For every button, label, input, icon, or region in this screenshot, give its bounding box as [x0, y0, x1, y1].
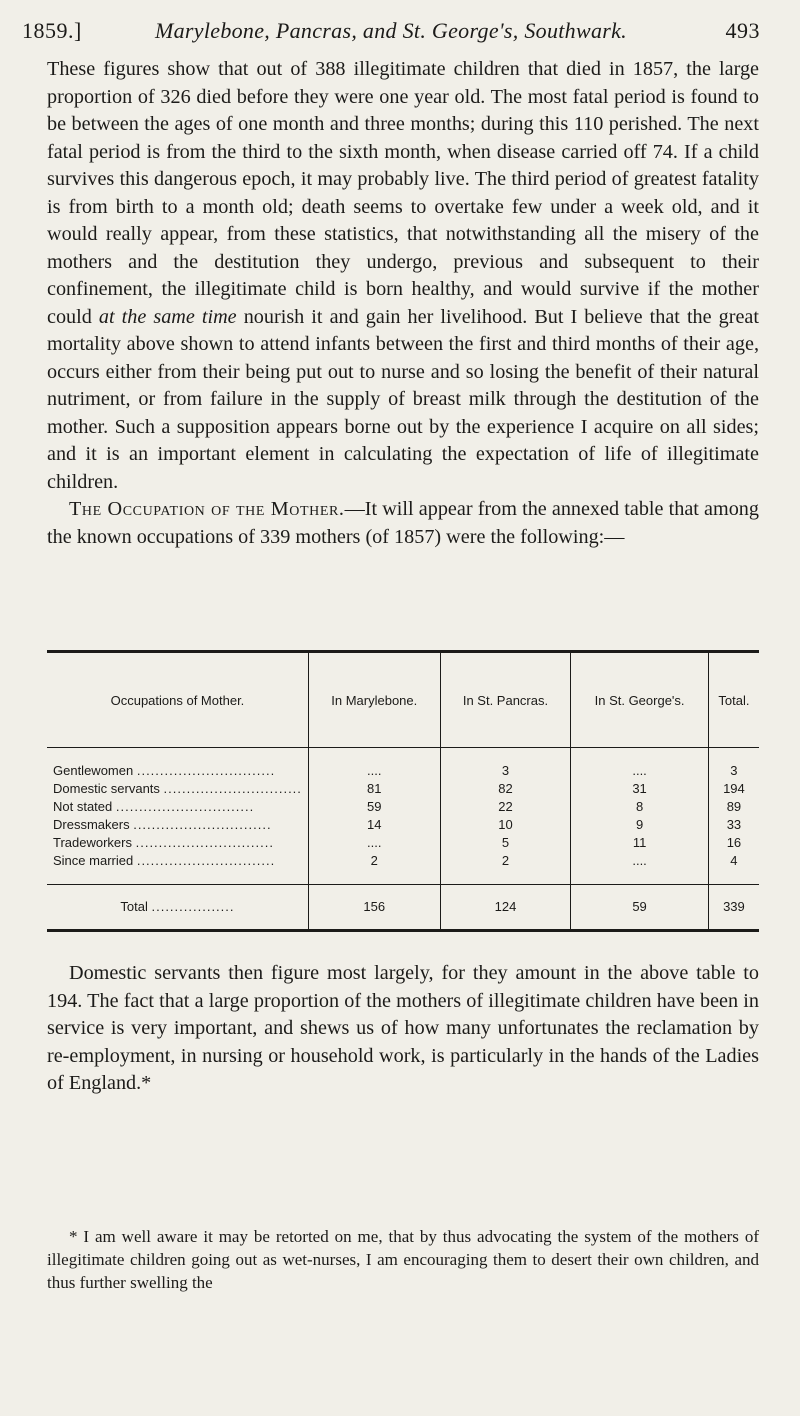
total-label-text: Total [120, 899, 148, 914]
table-total-row [47, 885, 759, 931]
col-header-st-georges [571, 652, 709, 748]
row-label [47, 798, 308, 816]
cell-marylebone: 14 [308, 816, 440, 834]
row-label [47, 816, 308, 834]
cell-total: 33 [708, 816, 759, 834]
paragraph-occupation [47, 496, 759, 551]
cell-marylebone: 59 [308, 798, 440, 816]
col-header-st-georges-text: In St. George's. [594, 692, 685, 708]
cell-st-pancras: 82 [440, 780, 571, 798]
cell-st-georges: 9 [571, 816, 709, 834]
cell-marylebone: .... [308, 834, 440, 852]
cell-total: 194 [708, 780, 759, 798]
cell-total: 16 [708, 834, 759, 852]
col-header-total: Total. [708, 652, 759, 748]
row-label-text: Domestic servants [53, 781, 160, 796]
leader-dots: .............................. [136, 763, 276, 778]
leader-dots: .............................. [115, 799, 255, 814]
cell-total: 3 [708, 748, 759, 781]
row-label-text: Since married [53, 853, 134, 868]
total-grand: 339 [708, 885, 759, 931]
total-st-pancras: 124 [440, 885, 571, 931]
col-header-marylebone-text: In Marylebone. [331, 692, 418, 708]
paragraph-mortality-part1: These figures show that out of 388 illegitimate children that died in 1857, the large proportion of 326 died before they were one year old. The most fatal period is found to be between the ages of one month and three months; during this 110 perished. The next fatal period is from the third to the sixth month, when disease carried off 74. If a child survives this dangerous epoch, it may probably live. The third period of greatest fatality is from birth to a month old; death seems to overtake few under a week old, and it would really appear, from these statistics, that notwithstanding all the misery of the mothers and the destitution they undergo, previous and subsequent to their confinement, the illegitimate child is born healthy, and would survive if the mother could [47, 58, 759, 328]
paragraph-mortality-part2: nourish it and gain her livelihood. But I believe that the great mortality above shown to attend infants between the first and third months of their age, occurs either from their being put out to nurse and so losing the benefit of their natural nutriment, or from failure in the supply of breast milk through the destitution of the mother. Such a supposition appears borne out by the experience I acquire on all sides; and it is an important element in calculating the expectation of life of illegitimate children. [47, 305, 760, 493]
col-header-st-pancras-text: In St. Pancras. [462, 692, 549, 708]
occupations-table [47, 650, 759, 932]
occupations-grid [47, 650, 759, 932]
body-text-after-table [47, 960, 759, 1098]
section-text: —It will appear from the annexed table that among the known occupations of 339 mothers (of 1857) were the following:— [47, 498, 759, 548]
cell-total: 4 [708, 852, 759, 885]
total-marylebone: 156 [308, 885, 440, 931]
paragraph-mortality-emphasis: at the same time [98, 305, 237, 328]
table-row [47, 816, 759, 834]
cell-st-pancras: 2 [440, 852, 571, 885]
paragraph-domestic-servants: Domestic servants then figure most largely, for they amount in the above table to 194. The fact that a large proportion of the mothers of illegitimate children have been in service is very important, and shews us of how many unfortunates the reclamation by re-employment, in nursing or household work, is particularly in the hands of the Ladies of England.* [47, 962, 759, 1094]
row-label-text: Not stated [53, 799, 113, 814]
cell-st-pancras: 3 [440, 748, 571, 781]
page-number: 493 [725, 18, 760, 43]
cell-marylebone: 81 [308, 780, 440, 798]
col-header-marylebone [308, 652, 440, 748]
col-header-st-pancras [440, 652, 571, 748]
cell-total: 89 [708, 798, 759, 816]
row-label-text: Tradeworkers [53, 835, 132, 850]
header-title: Marylebone, Pancras, and St. George's, Southwark. [155, 18, 627, 43]
cell-st-georges: .... [571, 852, 709, 885]
section-heading: The Occupation of the Mother. [69, 498, 345, 520]
total-label [47, 885, 308, 931]
table-row [47, 780, 759, 798]
paragraph-mortality [47, 56, 759, 496]
footnote: * I am well aware it may be retorted on me, that by thus advocating the system of the mothers of illegitimate children going out as wet-nurses, I am encouraging them to desert their own children, and thus further swelling the [47, 1227, 759, 1292]
cell-st-pancras: 10 [440, 816, 571, 834]
body-text [47, 56, 759, 551]
leader-dots: .............................. [133, 817, 272, 832]
row-label [47, 748, 308, 781]
table-row [47, 834, 759, 852]
row-label [47, 852, 308, 885]
table-row [47, 748, 759, 781]
cell-marylebone: 2 [308, 852, 440, 885]
leader-dots: .................. [151, 899, 235, 914]
table-row [47, 852, 759, 885]
leader-dots: .............................. [136, 853, 276, 868]
cell-st-pancras: 5 [440, 834, 571, 852]
col-header-occupation: Occupations of Mother. [47, 652, 308, 748]
cell-st-georges: 31 [571, 780, 709, 798]
row-label-text: Gentlewomen [53, 763, 134, 778]
cell-st-pancras: 22 [440, 798, 571, 816]
cell-st-georges: 11 [571, 834, 709, 852]
leader-dots: .............................. [163, 781, 302, 796]
cell-st-georges: 8 [571, 798, 709, 816]
leader-dots: .............................. [135, 835, 274, 850]
total-st-georges: 59 [571, 885, 709, 931]
running-header [22, 16, 760, 50]
cell-st-georges: .... [571, 748, 709, 781]
table-header-row [47, 652, 759, 748]
row-label-text: Dressmakers [53, 817, 130, 832]
row-label [47, 780, 308, 798]
header-year: 1859.] [22, 18, 82, 43]
cell-marylebone: .... [308, 748, 440, 781]
row-label [47, 834, 308, 852]
table-row [47, 798, 759, 816]
